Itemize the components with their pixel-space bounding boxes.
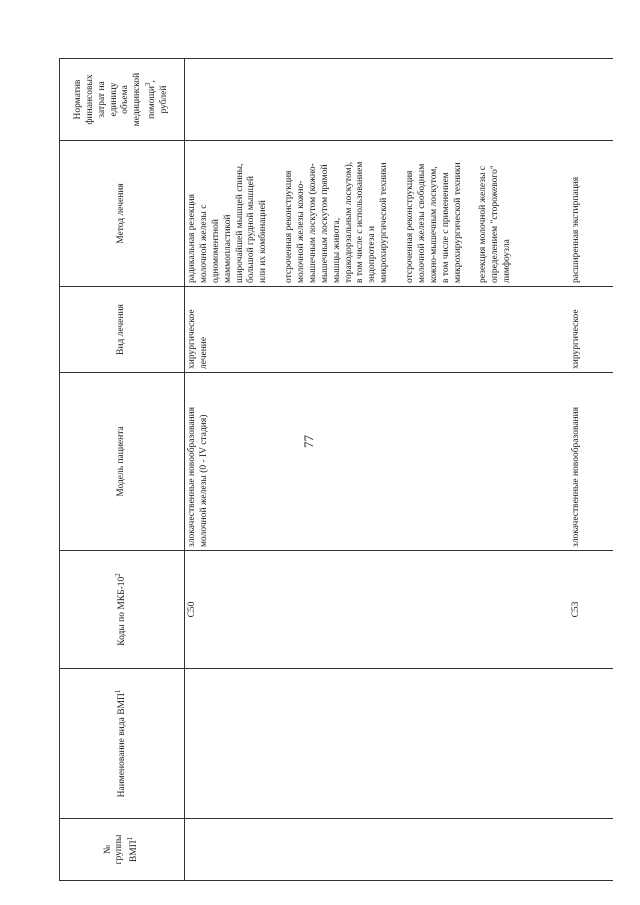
table-header-row: [60, 59, 185, 881]
cell-treatment-type: хирургическое лечение: [185, 287, 570, 373]
header-icd-codes: Коды по МКБ-$10^2$: [60, 551, 185, 669]
cell-treatment-method: [569, 141, 613, 287]
header-patient-model: Модель пациента: [60, 373, 185, 551]
page-number: 77: [301, 435, 316, 448]
cell-norm: [569, 59, 613, 141]
method-item: отсроченная реконструкция молочной железы кожно- мышечным лоскутом (кожно- мышечным лоскутом прямой мышцы живота, торакодорзальным лоскутом), в том числе с использованием эндопротеза и микрохирургической техники: [284, 161, 390, 283]
cell-group-no: [569, 819, 613, 881]
table-row: [185, 59, 570, 881]
header-vmp-name: Наименование вида ВМП$^1$: [60, 669, 185, 819]
method-item: резекция молочной железы с определением "сторожевого" лимфоузла: [478, 165, 513, 283]
header-group-no: № группы ВМП$^1$: [60, 819, 185, 881]
method-item: расширенная экстирпация: [571, 176, 581, 283]
cell-group-no: [185, 819, 570, 881]
cell-treatment-type: хирургическое: [569, 287, 613, 373]
header-treatment-type: Вид лечения: [60, 287, 185, 373]
cell-vmp-name: [569, 669, 613, 819]
method-item: отсроченная реконструкция молочной железы свободным кожно-мышечным лоскутом, в том числе с применением микрохирургической техники: [405, 162, 463, 283]
cell-icd-code: C50: [185, 551, 570, 669]
cell-patient-model: злокачественные новообразования молочной железы (0 - IV стадия): [185, 373, 570, 551]
vmp-table: [59, 58, 613, 881]
cell-norm: [185, 59, 570, 141]
cell-vmp-name: [185, 669, 570, 819]
cell-patient-model: злокачественные новообразования: [569, 373, 613, 551]
header-norm: Норматив финансовых затрат на единицу объема медицинской помощи$^3$, рублей: [60, 59, 185, 141]
method-item: радикальная резекция молочной железы с одномоментной маммопластикой широчайшей мышцей спины, большой грудной мышцей или их комбинацией: [187, 163, 269, 283]
header-treatment-method: Метод лечения: [60, 141, 185, 287]
table-row: [569, 59, 613, 881]
cell-treatment-method: [185, 141, 570, 287]
rotated-table-container: [59, 59, 604, 881]
cell-icd-code: C53: [569, 551, 613, 669]
